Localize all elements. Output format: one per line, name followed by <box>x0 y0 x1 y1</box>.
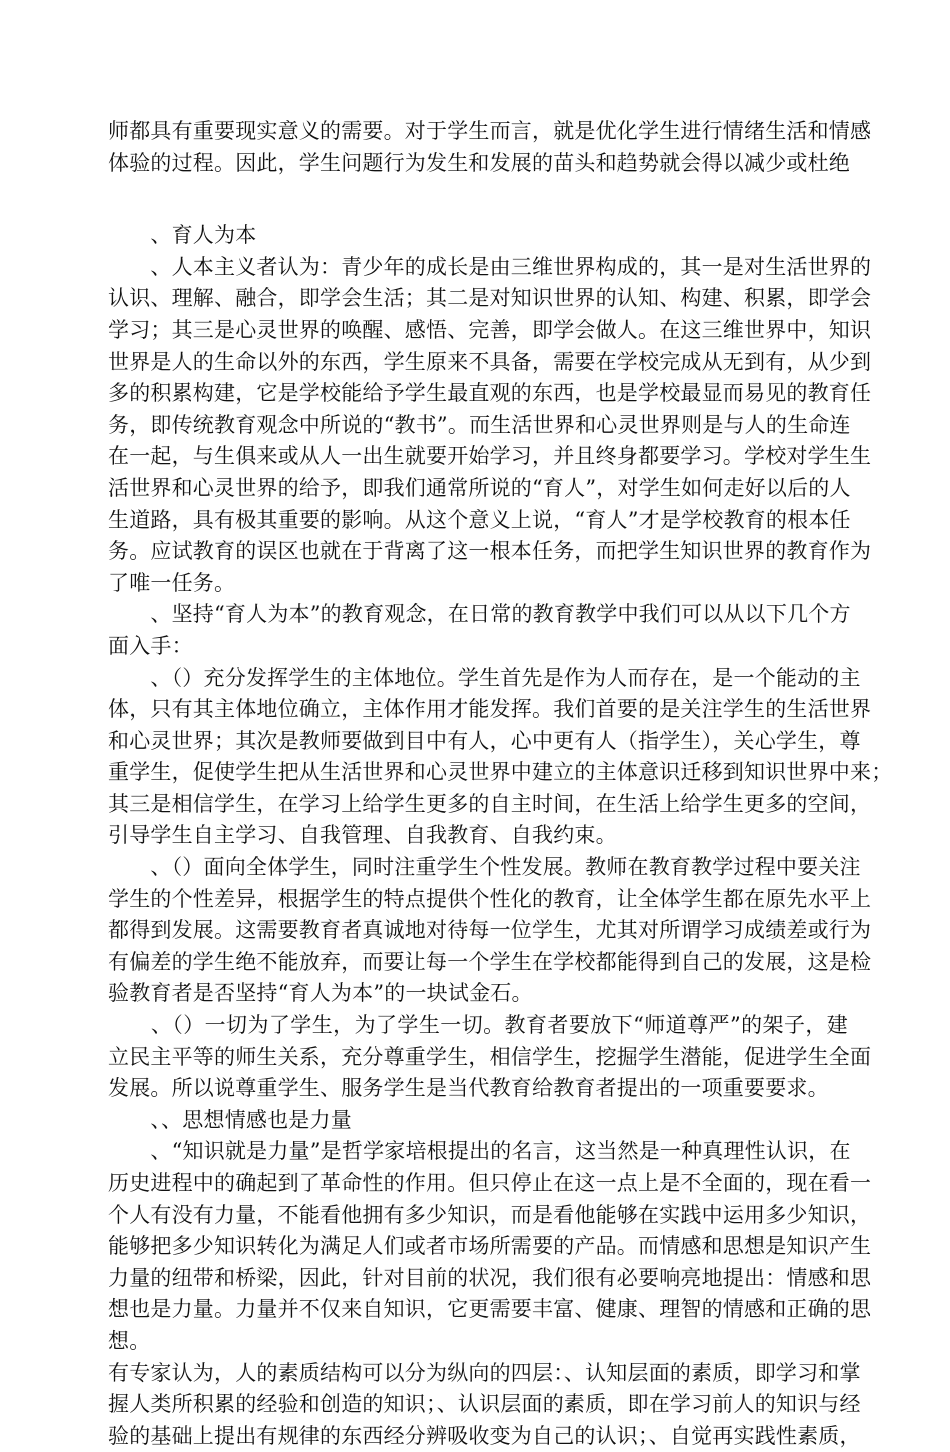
text-line: 在一起，与生俱来或从人一出生就要开始学习，并且终身都要学习。学校对学生生 <box>108 444 872 469</box>
text-line: 、（）面向全体学生，同时注重学生个性发展。教师在教育教学过程中要关注 <box>108 855 861 880</box>
text-line: 体验的过程。因此，学生问题行为发生和发展的苗头和趋势就会得以减少或杜绝 <box>108 150 850 175</box>
text-line: 务，即传统教育观念中所说的“教书”。而生活世界和心灵世界则是与人的生命连 <box>108 412 851 437</box>
text-line: 认识、理解、融合，即学会生活；其二是对知识世界的认知、构建、积累，即学会 <box>108 286 872 311</box>
text-line: 验教育者是否坚持“育人为本”的一块试金石。 <box>108 981 533 1006</box>
text-line: 历史进程中的确起到了革命性的作用。但只停止在这一点上是不全面的，现在看一 <box>108 1171 872 1195</box>
text-line: 生道路，具有极其重要的影响。从这个意义上说，“育人”才是学校教育的根本任 <box>108 507 851 532</box>
text-line: 学生的个性差异，根据学生的特点提供个性化的教育，让全体学生都在原先水平上 <box>108 886 872 911</box>
text-line: 握人类所积累的经验和创造的知识；、认识层面的素质，即在学习前人的知识与经 <box>108 1392 861 1417</box>
text-line: 能够把多少知识转化为满足人们或者市场所需要的产品。而情感和思想是知识产生 <box>108 1234 872 1259</box>
text-line: 、（）充分发挥学生的主体地位。学生首先是作为人而存在，是一个能动的主 <box>108 665 861 690</box>
text-line: 、“知识就是力量”是哲学家培根提出的名言，这当然是一种真理性认识，在 <box>108 1139 851 1164</box>
text-line: 想。 <box>108 1328 151 1353</box>
text-line: 引导学生自主学习、自我管理、自我教育、自我约束。 <box>108 823 617 848</box>
text-line: 想也是力量。力量并不仅来自知识，它更需要丰富、健康、理智的情感和正确的思 <box>108 1297 872 1322</box>
text-line: 体，只有其主体地位确立，主体作用才能发挥。我们首要的是关注学生的生活世界 <box>108 697 872 722</box>
text-line: 世界是人的生命以外的东西，学生原来不具备，需要在学校完成从无到有，从少到 <box>108 349 872 374</box>
text-line: 、、思想情感也是力量 <box>108 1107 352 1132</box>
text-line: 活世界和心灵世界的给予，即我们通常所说的“育人”，对学生如何走好以后的人 <box>108 475 851 500</box>
text-line: 、坚持“育人为本”的教育观念，在日常的教育教学中我们可以从以下几个方 <box>108 602 851 627</box>
text-line: 有偏差的学生绝不能放弃，而要让每一个学生在学校都能得到自己的发展，这是检 <box>108 949 872 974</box>
text-line: 和心灵世界；其次是教师要做到目中有人，心中更有人（指学生），关心学生，尊 <box>108 728 861 753</box>
text-line: 了唯一任务。 <box>108 570 236 595</box>
text-line: 务。应试教育的误区也就在于背离了这一根本任务，而把学生知识世界的教育作为 <box>108 539 872 564</box>
paragraph-gap <box>108 179 848 220</box>
text-line: 、人本主义者认为：青少年的成长是由三维世界构成的，其一是对生活世界的 <box>108 254 872 279</box>
text-line: 个人有没有力量，不能看他拥有多少知识，而是看他能够在实践中运用多少知识， <box>108 1202 872 1227</box>
text-line: 重学生，促使学生把从生活世界和心灵世界中建立的主体意识迁移到知识世界中来； <box>108 760 893 785</box>
text-line: 发展。所以说尊重学生、服务学生是当代教育给教育者提出的一项重要要求。 <box>108 1076 829 1101</box>
text-line: 学习；其三是心灵世界的唤醒、感悟、完善，即学会做人。在这三维世界中，知识 <box>108 317 872 342</box>
text-line: 、育人为本 <box>108 223 257 248</box>
text-line: 、（）一切为了学生，为了学生一切。教育者要放下“师道尊严”的架子，建 <box>108 1013 848 1038</box>
text-line: 师都具有重要现实意义的需要。对于学生而言，就是优化学生进行情绪生活和情感 <box>108 119 872 143</box>
text-line: 力量的纽带和桥梁，因此，针对目前的状况，我们很有必要响亮地提出：情感和思 <box>108 1265 872 1290</box>
text-line: 立民主平等的师生关系，充分尊重学生，相信学生，挖掘学生潜能，促进学生全面 <box>108 1044 872 1069</box>
text-line: 都得到发展。这需要教育者真诚地对待每一位学生，尤其对所谓学习成绩差或行为 <box>108 918 872 943</box>
text-line: 多的积累构建，它是学校能给予学生最直观的东西，也是学校最显而易见的教育任 <box>108 381 872 406</box>
text-line: 有专家认为，人的素质结构可以分为纵向的四层：、认知层面的素质，即学习和掌 <box>108 1360 861 1385</box>
document-body <box>108 116 893 1452</box>
text-line: 面入手： <box>108 633 193 658</box>
text-line: 其三是相信学生，在学习上给学生更多的自主时间，在生活上给学生更多的空间， <box>108 791 872 816</box>
text-line: 验的基础上提出有规律的东西经分辨吸收变为自己的认识；、自觉再实践性素质， <box>108 1423 861 1448</box>
